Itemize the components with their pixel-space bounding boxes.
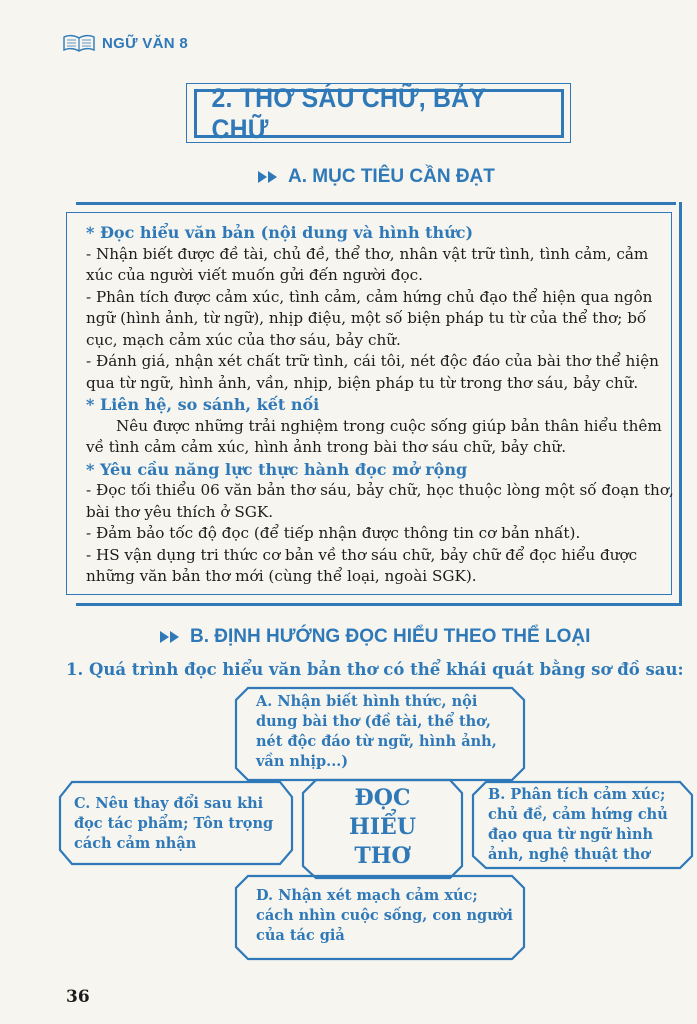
node-d-line: cách nhìn cuộc sống, con người xyxy=(256,907,513,924)
section-a-label: A. MỤC TIÊU CẦN ĐẠT xyxy=(288,166,495,187)
center-line: HIỂU xyxy=(348,814,417,840)
reading-heading: * Đọc hiểu văn bản (nội dung và hình thức) xyxy=(86,223,474,242)
section-b-label: B. ĐỊNH HƯỚNG ĐỌC HIỂU THEO THỂ LOẠI xyxy=(190,626,591,647)
page-number: 36 xyxy=(66,987,90,1007)
connection-heading: * Liên hệ, so sánh, kết nối xyxy=(86,395,320,414)
extended-item: - HS vận dụng tri thức cơ bản về thơ sáu chữ, bảy chữ để đọc hiểu được những văn bản thơ mới (cùng thể loại, ngoài SGK). xyxy=(86,545,638,585)
extended-heading: * Yêu cầu năng lực thực hành đọc mở rộng xyxy=(86,459,468,479)
node-d-line: của tác giả xyxy=(256,927,345,944)
node-c-line: cách cảm nhận xyxy=(74,835,197,852)
node-c-line: đọc tác phẩm; Tôn trọng xyxy=(74,815,274,832)
node-b-line: đạo qua từ ngữ hình xyxy=(488,826,654,843)
node-c xyxy=(74,794,273,854)
reading-item: - Đánh giá, nhận xét chất trữ tình, cái tôi, nét độc đáo của bài thơ thể hiện qua từ ngữ, hình ảnh, vần, nhịp, biện pháp tu từ trong thơ sáu, bảy chữ. xyxy=(86,352,659,392)
node-a-line: vần nhịp...) xyxy=(256,753,349,770)
node-b-line: B. Phân tích cảm xúc; xyxy=(488,786,666,803)
reading-item: - Nhận biết được đề tài, chủ đề, thể thơ, nhân vật trữ tình, tình cảm, cảm xúc của người viết muốn gửi đến người đọc. xyxy=(86,244,649,284)
book-title: NGỮ VĂN 8 xyxy=(102,34,188,52)
reading-item: - Phân tích được cảm xúc, tình cảm, cảm hứng chủ đạo thể hiện qua ngôn ngữ (hình ảnh, từ ngữ), nhịp điệu, một số biện pháp tu từ của thể thơ; bố cục, mạch cảm xúc của thơ sáu, bảy chữ. xyxy=(86,287,653,349)
node-a-line: A. Nhận biết hình thức, nội xyxy=(256,693,478,710)
node-d xyxy=(256,886,513,946)
question-1: 1. Quá trình đọc hiểu văn bản thơ có thể khái quát bằng sơ đồ sau: xyxy=(66,660,684,679)
node-b xyxy=(488,785,668,865)
node-a xyxy=(256,692,497,772)
lesson-title: 2. THƠ SÁU CHỮ, BẢY CHỮ xyxy=(211,82,486,144)
node-b-line: ảnh, nghệ thuật thơ xyxy=(488,846,650,863)
extended-item: - Đọc tối thiểu 06 văn bản thơ sáu, bảy chữ, học thuộc lòng một số đoạn thơ, bài thơ yêu thích ở SGK. xyxy=(86,481,674,521)
center-node xyxy=(303,784,462,871)
center-line: ĐỌC xyxy=(354,785,411,811)
node-a-line: nét độc đáo từ ngữ, hình ảnh, xyxy=(256,733,497,750)
node-d-line: D. Nhận xét mạch cảm xúc; xyxy=(256,887,478,904)
node-c-line: C. Nêu thay đổi sau khi xyxy=(74,795,264,812)
connection-text: Nêu được những trải nghiệm trong cuộc sống giúp bản thân hiểu thêm về tình cảm cảm xúc, hình ảnh trong bài thơ sáu chữ, bảy chữ. xyxy=(86,416,662,456)
node-a-line: dung bài thơ (đề tài, thể thơ, xyxy=(256,713,491,730)
extended-item: - Đảm bảo tốc độ đọc (để tiếp nhận được thông tin cơ bản nhất). xyxy=(86,524,581,542)
node-b-line: chủ đề, cảm hứng chủ xyxy=(488,806,668,823)
center-line: THƠ xyxy=(354,843,411,869)
